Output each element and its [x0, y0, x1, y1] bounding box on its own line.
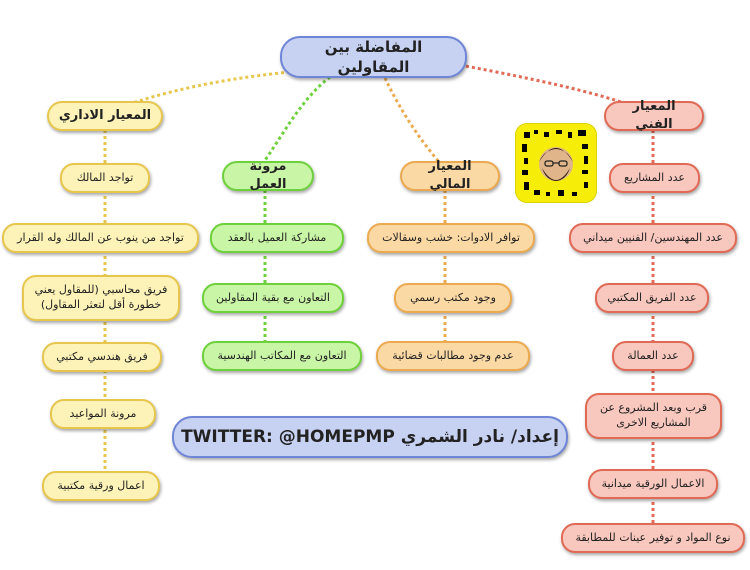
technical-item: نوع المواد و توفير عينات للمطابقة [561, 523, 745, 553]
branch-financial-head: المعيار المالي [400, 161, 500, 191]
technical-item: الاعمال الورقية ميدانية [588, 469, 718, 499]
snapcode-avatar-icon [515, 123, 597, 203]
branch-work-head: مرونة العمل [222, 161, 314, 191]
work-item: التعاون مع بقية المقاولين [202, 283, 344, 313]
financial-item: عدم وجود مطالبات قضائية [376, 341, 530, 371]
admin-item: تواجد من ينوب عن المالك وله القرار [2, 223, 199, 253]
technical-item: عدد الفريق المكتبي [595, 283, 709, 313]
admin-item: مرونة المواعيد [50, 399, 156, 429]
technical-item: عدد العمالة [612, 341, 694, 371]
admin-item: فريق هندسي مكتبي [42, 342, 162, 372]
admin-item: تواجد المالك [60, 163, 150, 193]
technical-item: عدد المشاريع [609, 163, 700, 193]
root-title: المفاضلة بين المقاولين [280, 36, 467, 78]
financial-item: وجود مكتب رسمي [394, 283, 512, 313]
admin-item: فريق محاسبي (للمقاول يعني خطورة أقل لتعثر المقاول) [22, 275, 180, 321]
technical-item: عدد المهندسين/ الفنيين ميداني [569, 223, 737, 253]
admin-item: اعمال ورقية مكتبية [42, 471, 160, 501]
credit-banner: إعداد/ نادر الشمري TWITTER: @HOMEPMP [172, 416, 568, 458]
branch-admin-head: المعيار الاداري [47, 101, 163, 131]
work-item: مشاركة العميل بالعقد [210, 223, 344, 253]
technical-item: قرب وبعد المشروع عن المشاريع الاخرى [585, 393, 722, 439]
financial-item: توافر الادوات: خشب وسقالات [367, 223, 535, 253]
work-item: التعاون مع المكاتب الهندسية [202, 341, 362, 371]
branch-technical-head: المعيار الفني [604, 101, 704, 131]
